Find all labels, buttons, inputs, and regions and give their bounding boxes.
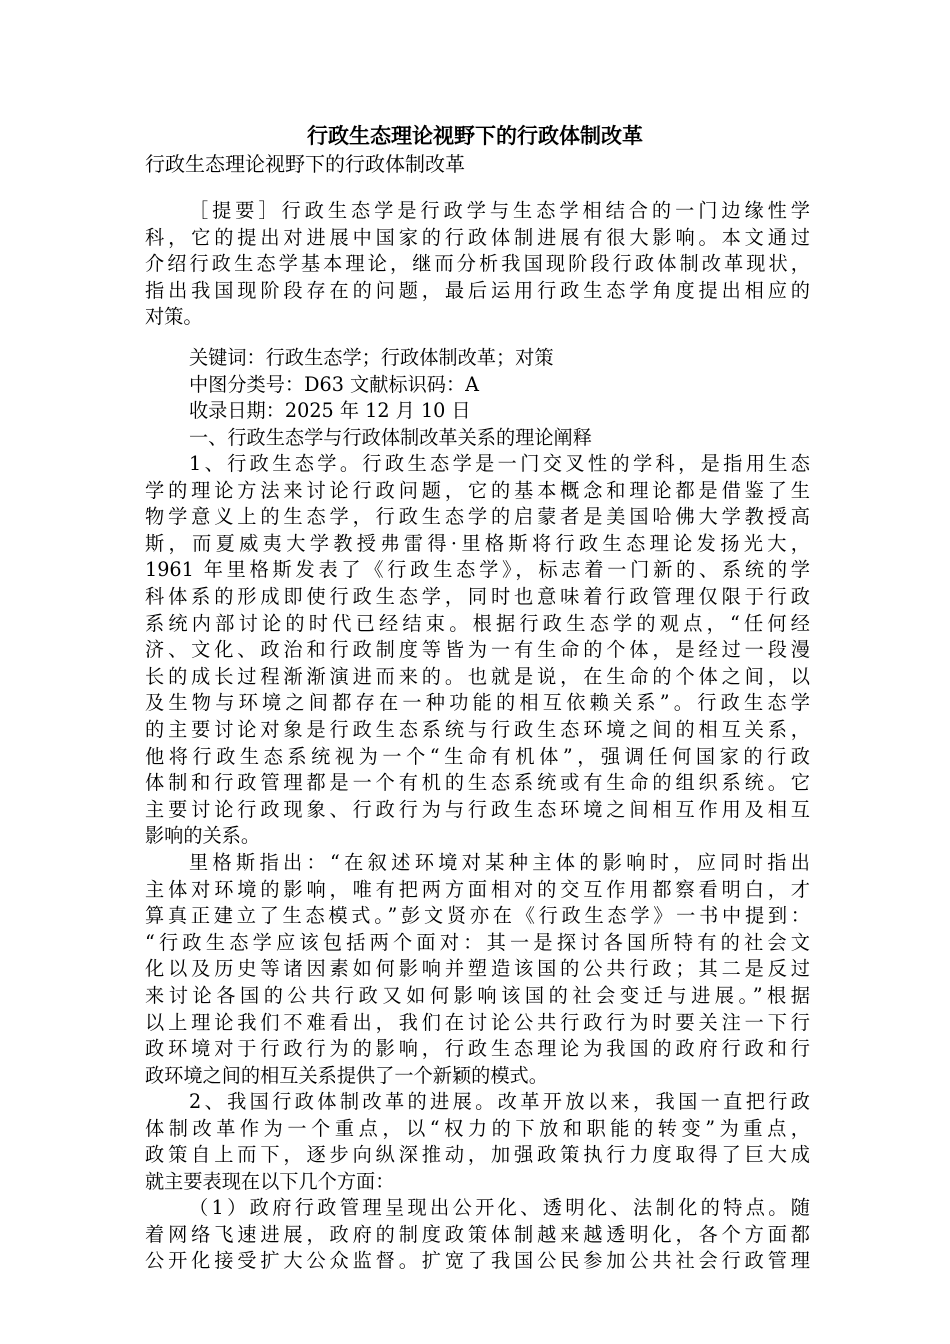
paragraph-line: 1961 年里格斯发表了《行政生态学》，标志着一门新的、系统的学 — [145, 558, 810, 582]
paragraph-transparency — [145, 1195, 810, 1275]
paragraph-line: 学的理论方法来讨论行政问题，它的基本概念和理论都是借鉴了生 — [145, 478, 810, 502]
metadata-block — [145, 345, 810, 451]
paragraph-line: 以上理论我们不难看出，我们在讨论公共行政行为时要关注一下行 — [145, 1010, 810, 1034]
paragraph-line: 着网络飞速进展，政府的制度政策体制越来越透明化，各个方面都 — [145, 1222, 810, 1246]
document-title: 行政生态理论视野下的行政体制改革 — [307, 124, 643, 148]
paragraph-line: 政环境之间的相互关系提供了一个新颖的模式。 — [145, 1063, 548, 1087]
paragraph-line: 就主要表现在以下几个方面： — [145, 1169, 395, 1193]
paragraph-line: 算真正建立了生态模式。”彭文贤亦在《行政生态学》一书中提到： — [145, 904, 810, 928]
paragraph-line: 的主要讨论对象是行政生态系统与行政生态环境之间的相互关系， — [145, 717, 810, 741]
paragraph-line: 影响的关系。 — [145, 824, 261, 848]
paragraph-line: 里格斯指出：“在叙述环境对某种主体的影响时，应同时指出 — [189, 851, 810, 874]
paragraph-line: 系统内部讨论的时代已经结束。根据行政生态学的观点，“任何经 — [145, 611, 810, 635]
paragraph-line: 主体对环境的影响，唯有把两方面相对的交互作用都察看明白，才 — [145, 877, 810, 901]
paragraph-line: （1）政府行政管理呈现出公开化、透明化、法制化的特点。随 — [189, 1196, 810, 1219]
abstract-line: 介绍行政生态学基本理论，继而分析我国现阶段行政体制改革现状， — [145, 252, 810, 276]
document-subtitle: 行政生态理论视野下的行政体制改革 — [145, 152, 465, 176]
paragraph-line: 政环境对于行政行为的影响，行政生态理论为我国的政府行政和行 — [145, 1037, 810, 1061]
paragraph-riggs — [145, 850, 810, 1089]
paragraph-line: 2、我国行政体制改革的进展。改革开放以来，我国一直把行政 — [189, 1090, 810, 1113]
abstract-line: 科，它的提出对进展中国家的行政体制进展有很大影响。本文通过 — [145, 225, 810, 249]
abstract-line: ［提要］行政生态学是行政学与生态学相结合的一门边缘性学 — [189, 199, 810, 222]
paragraph-line: 长的成长过程渐渐演进而来的。也就是说，在生命的个体之间，以 — [145, 664, 810, 688]
paragraph-line: 主要讨论行政现象、行政行为与行政生态环境之间相互作用及相互 — [145, 797, 810, 821]
paragraph-line: 斯，而夏威夷大学教授弗雷得·里格斯将行政生态理论发扬光大， — [145, 531, 810, 555]
paragraph-line: 科体系的形成即使行政生态学，同时也意味着行政管理仅限于行政 — [145, 584, 810, 608]
classification-line: 中图分类号：D63 文献标识码：A — [189, 372, 480, 396]
paragraph-line: 济、文化、政治和行政制度等皆为一有生命的个体，是经过一段漫 — [145, 638, 810, 662]
paragraph-line: 化以及历史等诸因素如何影响并塑造该国的公共行政；其二是反过 — [145, 957, 810, 981]
abstract-line: 指出我国现阶段存在的问题，最后运用行政生态学角度提出相应的 — [145, 278, 810, 302]
section-heading: 一、行政生态学与行政体制改革关系的理论阐释 — [189, 425, 592, 449]
paragraph-reform-progress — [145, 1089, 810, 1195]
paragraph-line: “行政生态学应该包括两个面对：其一是探讨各国所特有的社会文 — [145, 930, 810, 954]
paragraph-line: 体制改革作为一个重点，以“权力的下放和职能的转变”为重点， — [145, 1116, 810, 1140]
paragraph-line: 政策自上而下，逐步向纵深推动，加强政策执行力度取得了巨大成 — [145, 1143, 810, 1167]
paragraph-line: 他将行政生态系统视为一个“生命有机体”，强调任何国家的行政 — [145, 744, 810, 768]
paragraph-line: 物学意义上的生态学，行政生态学的启蒙者是美国哈佛大学教授高 — [145, 505, 810, 529]
paragraph-line: 体制和行政管理都是一个有机的生态系统或有生命的组织系统。它 — [145, 771, 810, 795]
abstract-line: 对策。 — [145, 305, 203, 329]
paragraph-line: 及生物与环境之间都存在一种功能的相互依赖关系”。行政生态学 — [145, 691, 810, 715]
received-date-line: 收录日期：2025 年 12 月 10 日 — [189, 399, 471, 423]
paragraph-line: 公开化接受扩大公众监督。扩宽了我国公民参加公共社会行政管理 — [145, 1249, 810, 1273]
paragraph-ecology — [145, 451, 810, 850]
paragraph-line: 1、行政生态学。行政生态学是一门交叉性的学科，是指用生态 — [189, 452, 810, 475]
keywords-line: 关键词：行政生态学；行政体制改革；对策 — [189, 346, 554, 369]
abstract-paragraph — [145, 198, 810, 331]
paragraph-line: 来讨论各国的公共行政又如何影响该国的社会变迁与进展。”根据 — [145, 983, 810, 1007]
